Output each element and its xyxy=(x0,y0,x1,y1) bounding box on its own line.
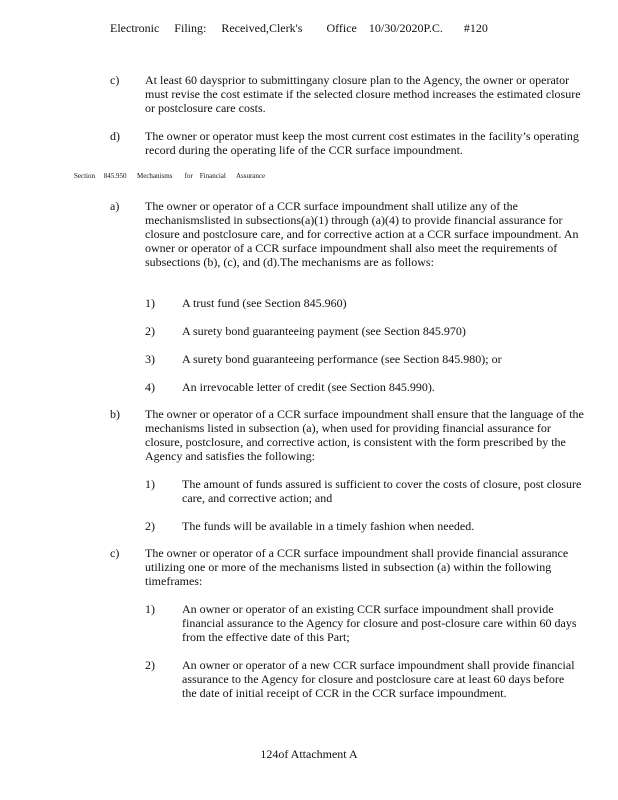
list-item-text: The amount of funds assured is sufficient to cover the costs of closure, post closure care, and corrective action; and xyxy=(182,477,582,505)
subsection-label: b) xyxy=(110,407,120,421)
item-text: The owner or operator must keep the most current cost estimates in the facility’s operating record during the operating life of the CCR surface impoundment. xyxy=(145,129,579,157)
list-item-text: An irrevocable letter of credit (see Section 845.990). xyxy=(182,380,435,394)
list-item-text: A surety bond guaranteeing payment (see Section 845.970) xyxy=(182,324,466,338)
item-label: c) xyxy=(110,73,120,87)
subsection-text: The owner or operator of a CCR surface impoundment shall ensure that the language of the mechanisms listed in subsection (a), when used for providing financial assurance for closure, postclosure, and corrective action, is consistent with the form prescribed by the Agency and satisfies the following: xyxy=(145,407,584,463)
list-item-label: 2) xyxy=(145,658,155,672)
list-item-label: 1) xyxy=(145,477,155,491)
list-item-label: 2) xyxy=(145,519,155,533)
list-item-label: 4) xyxy=(145,380,155,394)
list-item-label: 1) xyxy=(145,296,155,310)
subsection-text: The owner or operator of a CCR surface impoundment shall utilize any of the mechanismslisted in subsections(a)(1) through (a)(4) to provide financial assurance for closure and postclosure care, and for corrective action at a CCR surface impoundment. An owner or operator of a CCR surface impoundment shall also meet the requirements of subsections (b), (c), and (d).The mechanisms are as follows: xyxy=(145,199,579,269)
list-item-text: An owner or operator of an existing CCR surface impoundment shall provide financial assurance to the Agency for closure and post-closure care within 60 days from the effective date of this Part; xyxy=(182,602,577,644)
list-item-text: A surety bond guaranteeing performance (see Section 845.980); or xyxy=(182,352,502,366)
list-item-text: An owner or operator of a new CCR surface impoundment shall provide financial assurance to the Agency for closure and postclosure care at least 60 days before the date of initial receipt of CCR in the CCR surface impoundment. xyxy=(182,658,575,700)
item-text: At least 60 daysprior to submittingany closure plan to the Agency, the owner or operator must revise the cost estimate if the selected closure method increases the estimated closure or postclosure care costs. xyxy=(145,73,581,115)
list-item-text: A trust fund (see Section 845.960) xyxy=(182,296,347,310)
filing-header: Electronic Filing: Received,Clerk's Office 10/30/2020P.C. #120 xyxy=(110,21,488,35)
list-item-label: 3) xyxy=(145,352,155,366)
subsection-label: c) xyxy=(110,546,120,560)
list-item-text: The funds will be available in a timely fashion when needed. xyxy=(182,519,475,533)
subsection-text: The owner or operator of a CCR surface impoundment shall provide financial assurance utilizing one or more of the mechanisms listed in subsection (a) within the following timeframes: xyxy=(145,546,569,588)
subsection-label: a) xyxy=(110,199,120,213)
list-item-label: 1) xyxy=(145,602,155,616)
page-footer: 124of Attachment A xyxy=(260,747,358,761)
item-label: d) xyxy=(110,129,120,143)
list-item-label: 2) xyxy=(145,324,155,338)
section-heading: Section 845.950 Mechanisms for Financial Assurance xyxy=(74,172,266,180)
